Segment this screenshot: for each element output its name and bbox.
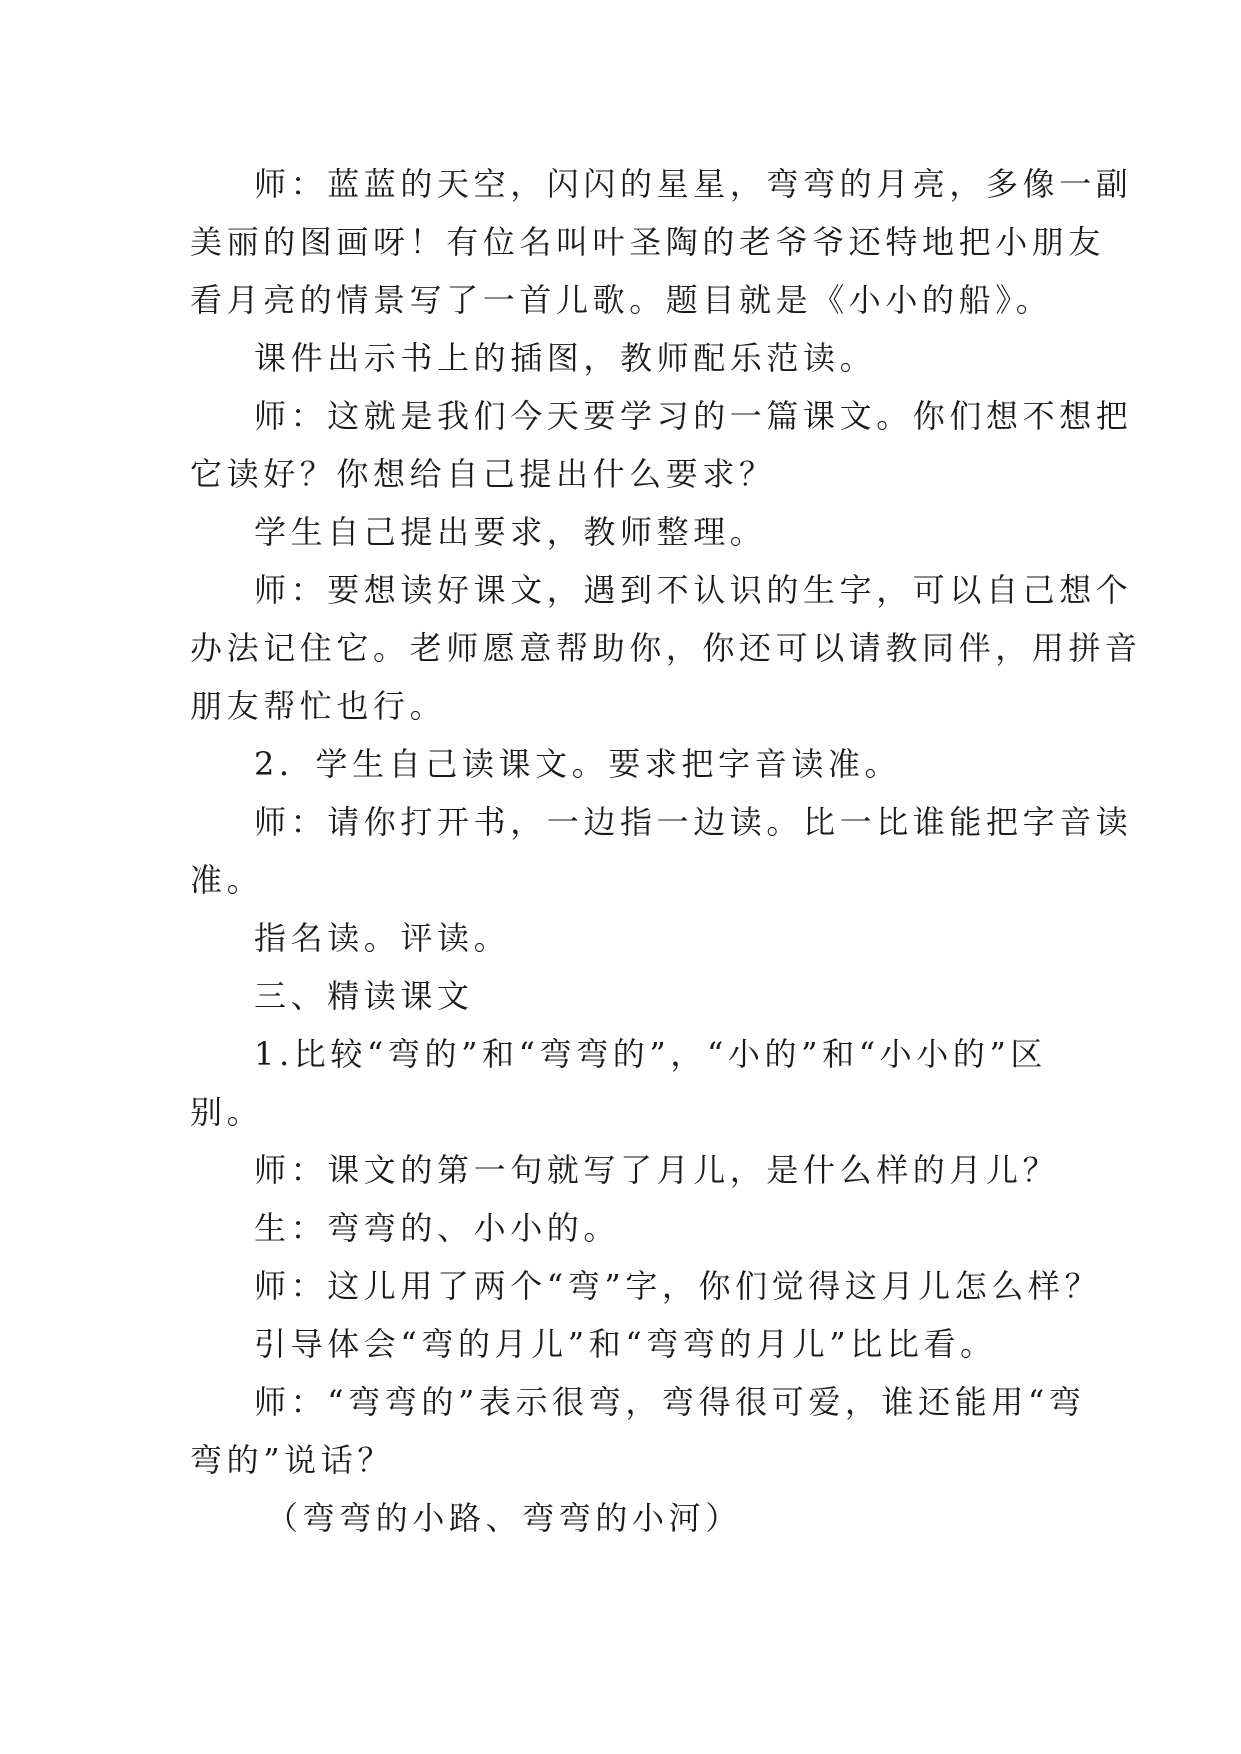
paragraph-line: 课件出示书上的插图，教师配乐范读。 (254, 339, 877, 377)
paragraph-line: 准。 (190, 861, 264, 899)
paragraph-line: 弯的”说话？ (190, 1441, 394, 1479)
paragraph-line: 师：这就是我们今天要学习的一篇课文。你们想不想把 (254, 397, 1133, 435)
paragraph-line: 看月亮的情景写了一首儿歌。题目就是《小小的船》。 (190, 281, 1053, 319)
paragraph-line: 生：弯弯的、小小的。 (254, 1209, 621, 1247)
paragraph-line: 别。 (190, 1093, 264, 1131)
paragraph-line: 师：蓝蓝的天空，闪闪的星星，弯弯的月亮，多像一副 (254, 165, 1133, 203)
paragraph-line: 师：请你打开书，一边指一边读。比一比谁能把字音读 (254, 803, 1133, 841)
paragraph-line: 师：课文的第一句就写了月儿，是什么样的月儿？ (254, 1151, 1060, 1189)
section-heading: 三、精读课文 (254, 977, 474, 1015)
paragraph-line: 师：这儿用了两个“弯”字，你们觉得这月儿怎么样？ (254, 1267, 1102, 1305)
paragraph-line: 朋友帮忙也行。 (190, 687, 447, 725)
paragraph-line: （弯弯的小路、弯弯的小河） (266, 1499, 742, 1537)
paragraph-line: 美丽的图画呀！有位名叫叶圣陶的老爷爷还特地把小朋友 (190, 223, 1106, 261)
paragraph-line: 引导体会“弯的月儿”和“弯弯的月儿”比比看。 (254, 1325, 997, 1363)
paragraph-line: 它读好？你想给自己提出什么要求？ (190, 455, 776, 493)
paragraph-line: 师：要想读好课文，遇到不认识的生字，可以自己想个 (254, 571, 1133, 609)
document-page (190, 155, 1142, 1547)
paragraph-line: 1.比较“弯的”和“弯弯的”，“小的”和“小小的”区 (254, 1035, 1048, 1073)
paragraph-line: 2．学生自己读课文。要求把字音读准。 (254, 745, 902, 783)
paragraph-line: 办法记住它。老师愿意帮助你，你还可以请教同伴，用拼音 (190, 629, 1142, 667)
paragraph-line: 指名读。评读。 (254, 919, 511, 957)
paragraph-line: 师：“弯弯的”表示很弯，弯得很可爱，谁还能用“弯 (254, 1383, 1086, 1421)
paragraph-line: 学生自己提出要求，教师整理。 (254, 513, 767, 551)
